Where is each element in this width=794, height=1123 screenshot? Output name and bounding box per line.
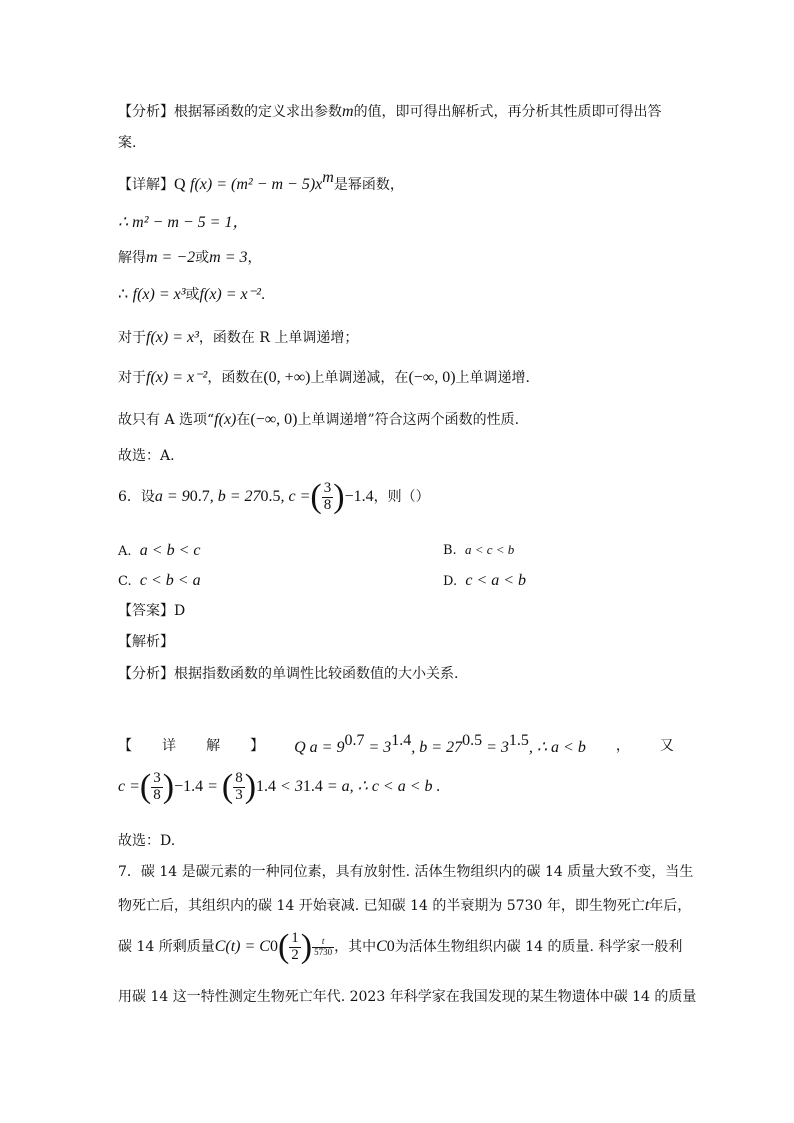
jiexi-line: 【解析】 <box>118 634 174 650</box>
less-than-part: < 3 <box>280 778 303 796</box>
q6-b-exp: 0.5 <box>260 488 281 506</box>
frac-den: 3 <box>235 786 243 803</box>
conclusion-in: 在 <box>236 412 251 428</box>
question-6-stem <box>118 480 430 514</box>
detail-bracket-open: 【 <box>118 737 132 754</box>
option-b[interactable] <box>443 542 514 558</box>
analysis-line-1 <box>118 102 662 121</box>
detail-line-1 <box>118 168 404 194</box>
interval-pos: (0, +∞) <box>263 369 311 386</box>
eq-part: , ∴ a < b <box>528 739 586 756</box>
because-symbol: Q <box>174 176 186 193</box>
option-key: C. <box>118 574 132 589</box>
fraction-3-8 <box>322 481 334 514</box>
conclusion-interval: (−∞, 0) <box>250 411 298 428</box>
frac-num: 8 <box>235 769 243 786</box>
solution-line <box>118 248 262 267</box>
left-paren: ( <box>277 928 290 965</box>
c0: C <box>376 938 387 956</box>
sub-0: 0 <box>386 938 395 956</box>
case-1-func: f(x) = x³ <box>146 329 199 346</box>
exp: 0.7 <box>344 732 365 749</box>
solve-prefix: 解得 <box>118 250 146 266</box>
analysis-text-2: 的值，即可得出解析式，再分析其性质即可得出答 <box>353 104 662 120</box>
q6-c-exp: −1.4 <box>344 488 374 506</box>
case-prefix: 对于 <box>118 370 146 386</box>
option-text: c < b < a <box>139 572 201 589</box>
exponent-m: m <box>322 169 334 186</box>
q7-line-3a: 碳 14 所剩质量 <box>118 938 215 955</box>
c-lhs: c = <box>118 778 140 796</box>
detail-char: 解 <box>206 737 221 754</box>
therefore-symbol: ∴ <box>118 286 129 303</box>
option-c[interactable] <box>118 572 201 590</box>
case-prefix: 对于 <box>118 330 146 346</box>
q6-prefix: 6．设 <box>118 488 155 505</box>
right-paren: ) <box>162 768 175 805</box>
q7-line-1: 7．碳 14 是碳元素的一种同位素，具有放射性. 活体生物组织内的碳 14 质量大致不变，当生 <box>118 864 694 880</box>
solution-end: ， <box>247 250 262 266</box>
exp: 1.5 <box>508 732 529 749</box>
option-text: c < a < b <box>465 572 527 589</box>
power-function-expr: f(x) = (m² − m − 5)x <box>190 176 323 193</box>
q7-line-4: 用碳 14 这一特性测定生物死亡年代. 2023 年科学家在我国发现的某生物遗体中碳 14 的质量 <box>118 989 697 1005</box>
equals: = <box>207 778 218 796</box>
comma: ， <box>615 737 630 754</box>
q6-a-expr: a = 9 <box>154 488 190 506</box>
q6-b-expr: , b = 27 <box>209 488 261 506</box>
var-t: t <box>644 897 650 914</box>
analysis-line-2: 案. <box>118 135 137 151</box>
choice-line-6: 故选：D. <box>118 833 176 849</box>
case-1-line <box>118 328 358 347</box>
eq-part: , b = 27 <box>411 739 463 756</box>
frac-num: 3 <box>323 479 332 496</box>
eq-part: Q a = 9 <box>294 739 345 756</box>
option-key: D. <box>443 574 458 589</box>
solution-2: m = 3 <box>209 249 248 266</box>
case-2-mid: ，函数在 <box>207 370 264 386</box>
equation-line: ∴ m² − m − 5 = 1， <box>118 214 249 231</box>
option-d[interactable] <box>443 572 526 590</box>
detail-tail: 是幂函数， <box>333 177 404 193</box>
q6-detail-equation <box>294 732 586 757</box>
interval-neg: (−∞, 0) <box>408 369 456 386</box>
left-paren: ( <box>310 478 322 515</box>
result-line <box>118 285 265 304</box>
or-word: 或 <box>185 287 200 303</box>
option-text: a < b < c <box>139 542 201 559</box>
detail-bracket-close: 】 <box>250 737 265 754</box>
eq-part: = 3 <box>364 739 392 756</box>
result-end: . <box>260 287 266 303</box>
option-a[interactable] <box>118 542 201 560</box>
exp: 1.4 <box>391 732 412 749</box>
frac-num: 3 <box>153 769 161 786</box>
answer-line: 【答案】D <box>118 603 186 619</box>
q7-line-3c: 为活体生物组织内碳 14 的质量. 科学家一般利 <box>394 938 683 955</box>
eq-part: = 3 <box>482 739 509 756</box>
result-2: f(x) = x⁻² <box>199 286 261 303</box>
case-2-end: 上单调递增. <box>455 370 530 386</box>
conclusion-b: 上单调递增”符合这两个函数的性质. <box>297 412 520 428</box>
q7-line-3b: ，其中 <box>334 938 377 955</box>
conclusion-a: 故只有 A 选项“ <box>118 412 215 428</box>
detail-char: 详 <box>162 737 177 754</box>
q6-c-expr: , c = <box>280 488 311 506</box>
case-1-text: ，函数在 R 上单调递增； <box>198 330 359 346</box>
exp: 1.4 <box>256 778 277 796</box>
q6-a-exp: 0.7 <box>189 488 210 506</box>
decay-func: C(t) = C <box>214 938 270 956</box>
fraction-1-2 <box>289 931 301 964</box>
option-key: B. <box>443 543 457 558</box>
case-2-mid2: 上单调递减，在 <box>310 370 409 386</box>
var-m: m <box>342 103 354 120</box>
q6-suffix: ，则（） <box>373 488 430 505</box>
you-word: 又 <box>659 737 674 754</box>
case-2-func: f(x) = x⁻² <box>146 369 208 386</box>
q7-line-3 <box>118 930 682 964</box>
exp: 0.5 <box>462 732 483 749</box>
conclusion-func: f(x) <box>214 411 237 428</box>
exponent-fraction <box>312 937 334 957</box>
choice-line-5: 故选：A. <box>118 448 175 464</box>
solution-1: m = −2 <box>146 249 196 266</box>
option-key: A. <box>118 544 132 559</box>
case-2-line <box>118 368 530 387</box>
q6-analysis: 【分析】根据指数函数的单调性比较函数值的大小关系. <box>118 666 459 682</box>
left-paren: ( <box>139 768 152 805</box>
or-word: 或 <box>195 250 210 266</box>
exp-num: t <box>312 937 334 947</box>
frac-den: 8 <box>323 496 332 513</box>
left-paren: ( <box>221 768 234 805</box>
result-1: f(x) = x³ <box>132 286 186 303</box>
c-tail: = a, ∴ c < a < b . <box>326 778 441 796</box>
q6-detail-line <box>118 732 674 757</box>
conclusion-line <box>118 410 519 429</box>
exp: −1.4 <box>174 778 204 796</box>
frac-num: 1 <box>291 929 299 946</box>
right-paren: ) <box>244 768 257 805</box>
frac-den: 8 <box>153 786 161 803</box>
detail-label: 【详解】 <box>118 177 174 193</box>
exp: 1.4 <box>302 778 323 796</box>
right-paren: ) <box>300 928 313 965</box>
option-text: a < c < b <box>464 542 515 557</box>
frac-den: 2 <box>291 946 299 963</box>
c-comparison-line <box>118 770 441 804</box>
q7-line-2b: 年后， <box>649 898 692 914</box>
analysis-text: 【分析】根据幂函数的定义求出参数 <box>118 104 342 120</box>
right-paren: ) <box>333 478 345 515</box>
q7-line-2 <box>118 896 691 915</box>
q7-line-2a: 物死亡后，其组织内的碳 14 开始衰减. 已知碳 14 的半衰期为 5730 年，即生物死亡 <box>118 898 645 914</box>
exp-den: 5730 <box>314 946 333 957</box>
fraction-3-8 <box>151 771 163 804</box>
sub-0: 0 <box>269 938 278 956</box>
fraction-8-3 <box>233 771 245 804</box>
